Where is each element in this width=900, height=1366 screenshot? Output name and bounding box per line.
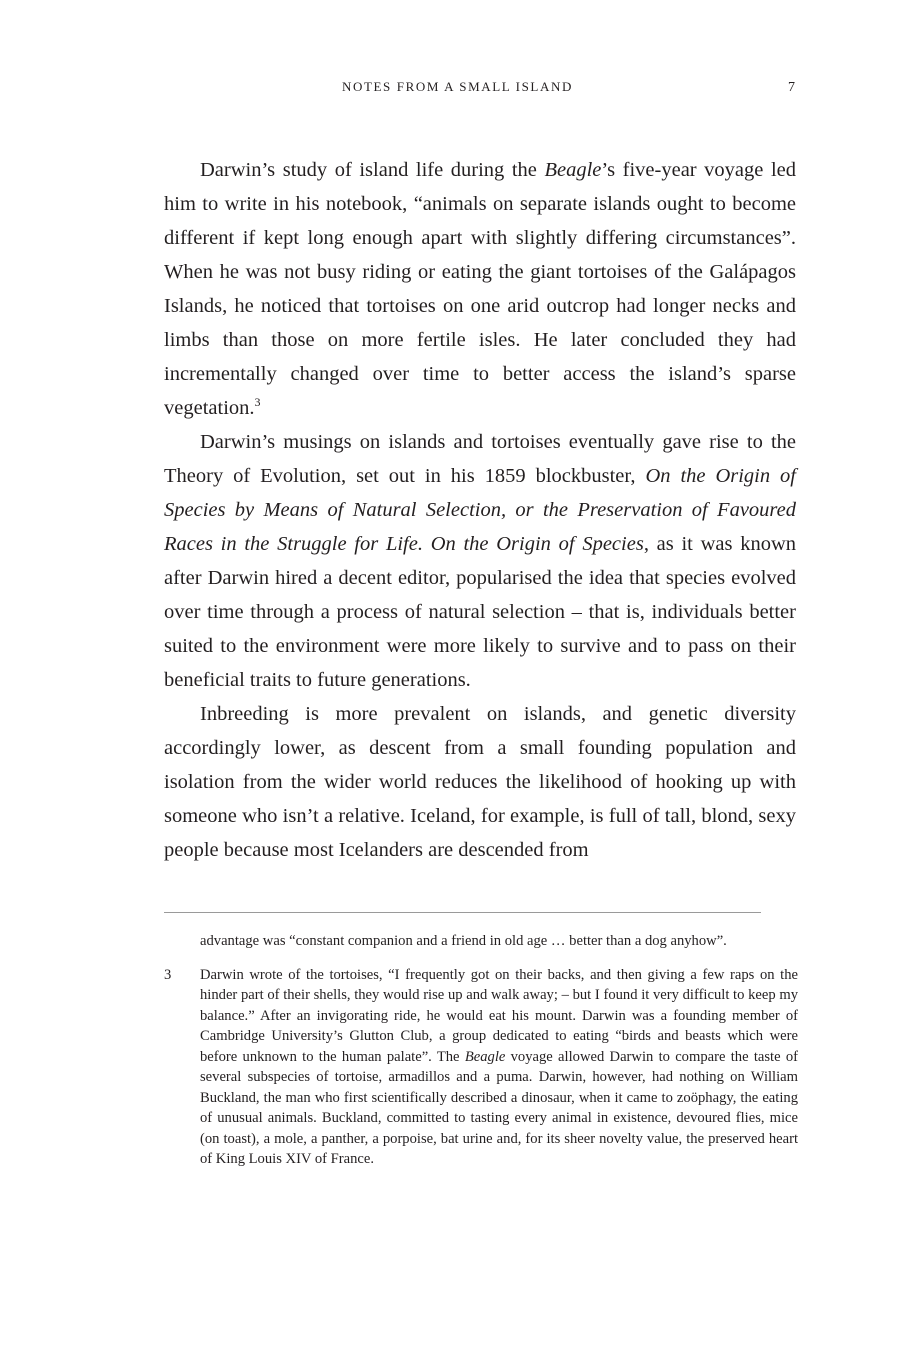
footnote-ref-3[interactable]: 3 (254, 395, 261, 410)
footnote-3-text-cont: voyage allowed Darwin to compare the taste of several subspecies of tortoise, armadillos and a puma. Darwin, however, had nothing on William Buckland, the man who first scientifically described a dinosaur, when it came to zoöphagy, the eating of unusual animals. Buckland, committed to tasting every animal in existence, devoured flies, mice (on toast), a mole, a panther, a porpoise, bat urine and, for its sheer novelty value, the preserved heart of King Louis XIV of France. (200, 1048, 798, 1167)
paragraph-3: Inbreeding is more prevalent on islands, and genetic diversity accordingly lower, as descent from a small founding population and isolation from the wider world reduces the likelihood of hooking up with someone who isn’t a relative. Iceland, for example, is full of tall, blond, sexy people because most Icelanders are descended from (164, 703, 796, 861)
footnote-3 (164, 965, 798, 1170)
book-title: On the Origin of Species by Means of Natural Selection, or the Preservation of Favoured Races in the Struggle for Life. On the Origin of Species (164, 465, 796, 555)
ship-name-beagle: Beagle (544, 159, 602, 181)
body-text (164, 153, 796, 867)
running-head (0, 79, 900, 99)
footnote-continued: advantage was “constant companion and a friend in old age … better than a dog anyhow”. (200, 933, 727, 949)
footnote-rule (164, 912, 761, 913)
footnotes (164, 931, 798, 1170)
paragraph-1-text-cont: ’s five-year voyage led him to write in his notebook, “animals on separate islands ought to become different if kept long enough apart with slightly differing circumstances”. When he was not busy riding or eating the giant tortoises of the Galápagos Islands, he noticed that tortoises on one arid outcrop had longer necks and limbs than those on more fertile isles. He later concluded they had incrementally changed over time to better access the island’s sparse vegetation. (164, 159, 796, 419)
page-number: 7 (788, 80, 795, 95)
running-title: NOTES FROM A SMALL ISLAND (342, 79, 573, 94)
paragraph-1 (164, 153, 796, 425)
paragraph-2 (164, 425, 796, 697)
paragraph-1-text: Darwin’s study of island life during the (200, 159, 545, 181)
paragraph-2-text: Darwin’s musings on islands and tortoises eventually gave rise to the Theory of Evolution, set out in his 1859 blockbuster, (164, 431, 796, 487)
footnote-number: 3 (164, 966, 172, 983)
footnote-3-text: Darwin wrote of the tortoises, “I frequently got on their backs, and then giving a few raps on the hinder part of their shells, they would rise up and walk away; – but I found it very difficult to keep my balance.” After an invigorating ride, he would eat his mount. Darwin was a founding member of Cambridge University’s Glutton Club, a group dedicated to eating “birds and beasts which were before unknown to the human palate”. The (200, 966, 798, 1065)
footnote-3-beagle: Beagle (464, 1048, 506, 1065)
paragraph-2-text-cont: , as it was known after Darwin hired a decent editor, popularised the idea that species evolved over time through a process of natural selection – that is, individuals better suited to the environment were more likely to survive and to pass on their beneficial traits to future generations. (164, 533, 796, 691)
